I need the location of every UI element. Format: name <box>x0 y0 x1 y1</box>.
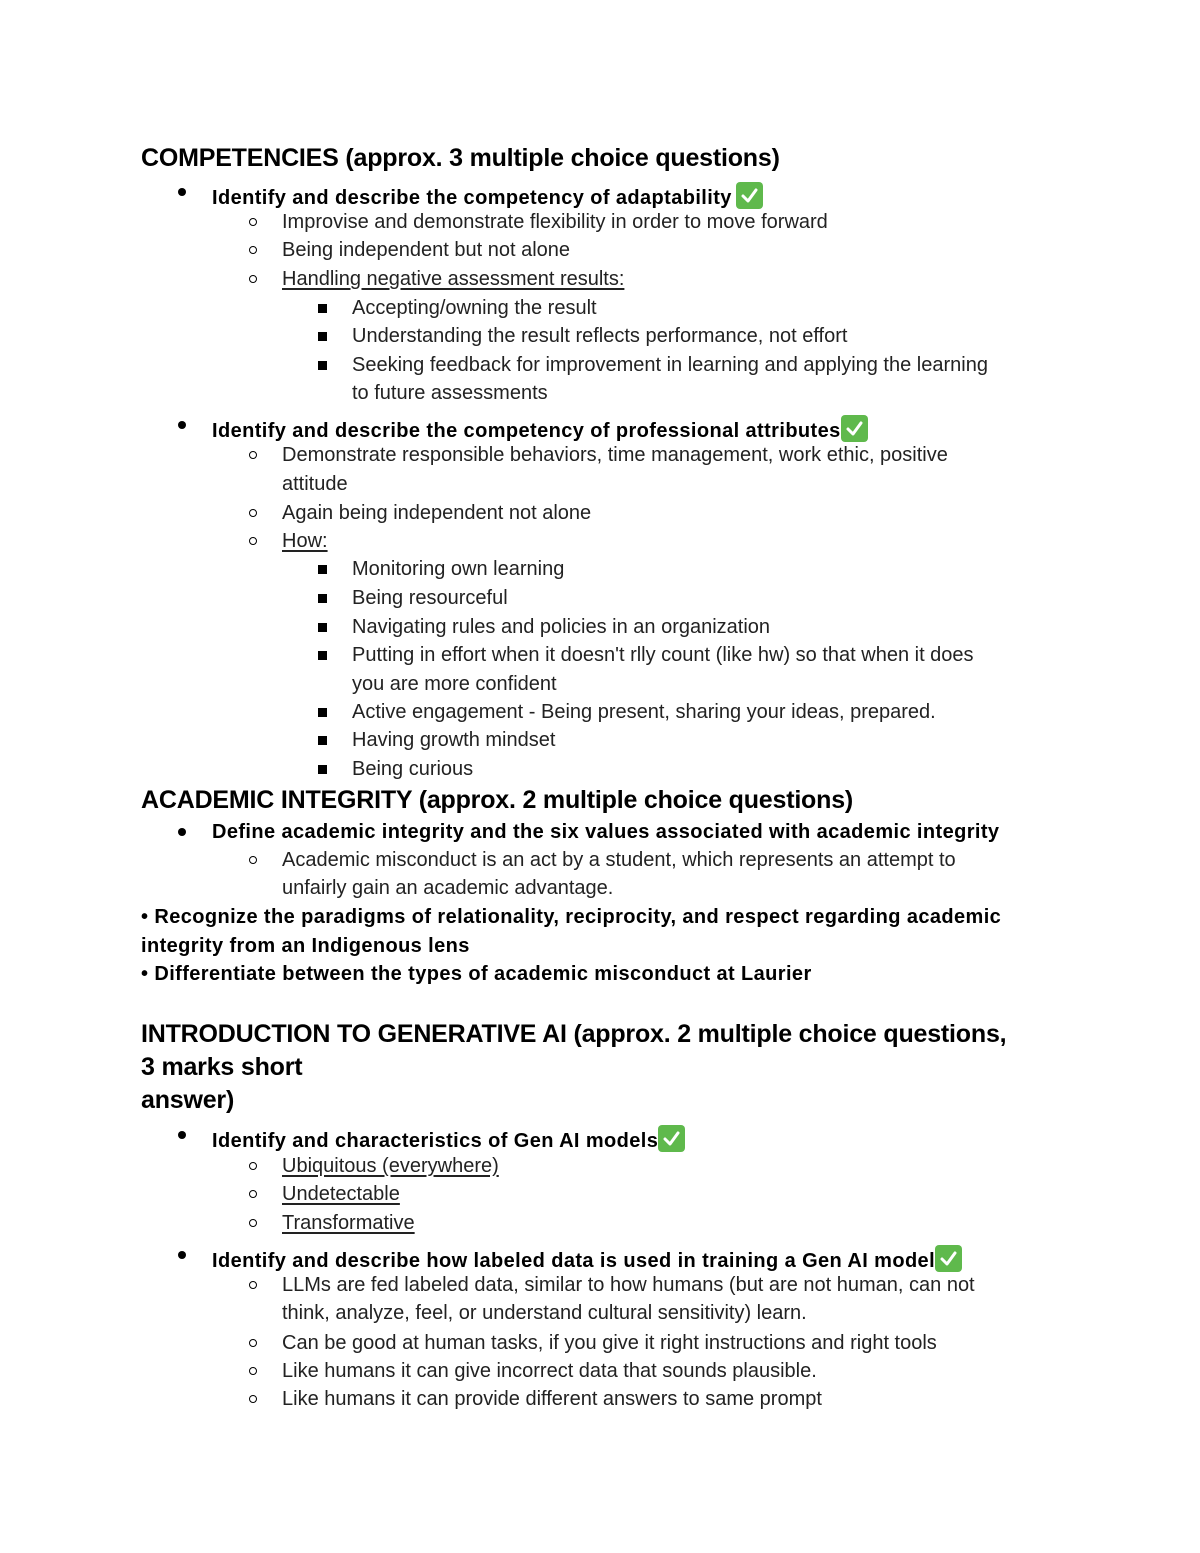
list-item-continued: unfairly gain an academic advantage. <box>282 877 614 899</box>
check-mark-button-icon <box>658 1125 685 1152</box>
sub-list-item: Navigating rules and policies in an organization <box>352 616 771 638</box>
bullet-square <box>318 651 327 660</box>
check-mark-button-icon <box>935 1245 962 1272</box>
sub-list-item: Being resourceful <box>352 587 508 609</box>
bullet-disc <box>178 421 186 429</box>
sub-list-item: Active engagement - Being present, sharing your ideas, prepared. <box>352 701 936 723</box>
objective-misconduct-types: • Differentiate between the types of academic misconduct at Laurier <box>141 963 812 985</box>
list-item: Demonstrate responsible behaviors, time management, work ethic, positive <box>282 444 948 466</box>
objective-gen-ai-characteristics <box>212 1125 685 1152</box>
bullet-square <box>318 565 327 574</box>
sub-list-item: Being curious <box>352 758 474 780</box>
list-item: Being independent but not alone <box>282 239 571 261</box>
bullet-circle <box>249 1219 257 1227</box>
list-item-underlined: How: <box>282 530 328 552</box>
list-item-continued: think, analyze, feel, or understand cultural sensitivity) learn. <box>282 1302 807 1324</box>
objective-adaptability <box>212 182 763 209</box>
list-item-underlined: Undetectable <box>282 1183 400 1205</box>
bullet-circle <box>249 1339 257 1347</box>
sub-list-item: Monitoring own learning <box>352 558 565 580</box>
bullet-circle <box>249 1162 257 1170</box>
sub-list-item: Understanding the result reflects performance, not effort <box>352 325 848 347</box>
list-item: Again being independent not alone <box>282 502 592 524</box>
list-item-underlined: Handling negative assessment results: <box>282 268 625 290</box>
list-item-underlined: Transformative <box>282 1212 415 1234</box>
sub-list-item-continued: to future assessments <box>352 382 548 404</box>
bullet-circle <box>249 1190 257 1198</box>
bullet-circle <box>249 451 257 459</box>
bullet-disc <box>178 1131 186 1139</box>
sub-list-item: Having growth mindset <box>352 729 556 751</box>
bullet-square <box>318 765 327 774</box>
section-heading-gen-ai-line3: answer) <box>141 1086 235 1114</box>
bullet-square <box>318 361 327 370</box>
bullet-circle <box>249 1367 257 1375</box>
sub-list-item: Accepting/owning the result <box>352 297 597 319</box>
objective-title: Identify and describe the competency of adaptability <box>212 187 732 209</box>
bullet-circle <box>249 275 257 283</box>
list-item: LLMs are fed labeled data, similar to how humans (but are not human, can not <box>282 1274 975 1296</box>
list-item: Can be good at human tasks, if you give it right instructions and right tools <box>282 1332 937 1354</box>
objective-indigenous-lens-continued: integrity from an Indigenous lens <box>141 935 470 957</box>
objective-title: Identify and describe the competency of professional attributes <box>212 420 841 442</box>
list-item-continued: attitude <box>282 473 348 495</box>
list-item: Improvise and demonstrate flexibility in order to move forward <box>282 211 828 233</box>
bullet-circle <box>249 509 257 517</box>
list-item: Academic misconduct is an act by a student, which represents an attempt to <box>282 849 956 871</box>
bullet-square <box>318 332 327 341</box>
bullet-square <box>318 708 327 717</box>
list-item: Like humans it can give incorrect data that sounds plausible. <box>282 1360 817 1382</box>
sub-list-item: Putting in effort when it doesn't rlly count (like hw) so that when it does <box>352 644 974 666</box>
bullet-disc <box>178 828 186 836</box>
bullet-circle <box>249 537 257 545</box>
section-heading-gen-ai-line2: 3 marks short <box>141 1053 303 1081</box>
sub-list-item-continued: you are more confident <box>352 673 557 695</box>
objective-title: Identify and characteristics of Gen AI models <box>212 1130 659 1152</box>
list-item-underlined: Ubiquitous (everywhere) <box>282 1155 499 1177</box>
check-mark-button-icon <box>736 182 763 209</box>
section-heading-academic-integrity: ACADEMIC INTEGRITY (approx. 2 multiple choice questions) <box>141 786 854 814</box>
objective-title: Identify and describe how labeled data is used in training a Gen AI model <box>212 1250 936 1272</box>
bullet-circle <box>249 218 257 226</box>
section-heading-competencies: COMPETENCIES (approx. 3 multiple choice questions) <box>141 144 780 172</box>
bullet-disc <box>178 188 186 196</box>
bullet-disc <box>178 1251 186 1259</box>
objective-define-academic-integrity: Define academic integrity and the six values associated with academic integrity <box>212 821 1000 843</box>
objective-labeled-data <box>212 1245 962 1272</box>
bullet-square <box>318 594 327 603</box>
bullet-square <box>318 736 327 745</box>
bullet-square <box>318 304 327 313</box>
objective-professional-attributes <box>212 415 868 442</box>
section-heading-gen-ai: INTRODUCTION TO GENERATIVE AI (approx. 2 multiple choice questions, <box>141 1020 1007 1048</box>
bullet-circle <box>249 1395 257 1403</box>
bullet-circle <box>249 1281 257 1289</box>
sub-list-item: Seeking feedback for improvement in learning and applying the learning <box>352 354 988 376</box>
list-item: Like humans it can provide different answers to same prompt <box>282 1388 822 1410</box>
check-mark-button-icon <box>841 415 868 442</box>
bullet-square <box>318 623 327 632</box>
objective-indigenous-lens: • Recognize the paradigms of relationality, reciprocity, and respect regarding academic <box>141 906 1002 928</box>
bullet-circle <box>249 246 257 254</box>
bullet-circle <box>249 856 257 864</box>
